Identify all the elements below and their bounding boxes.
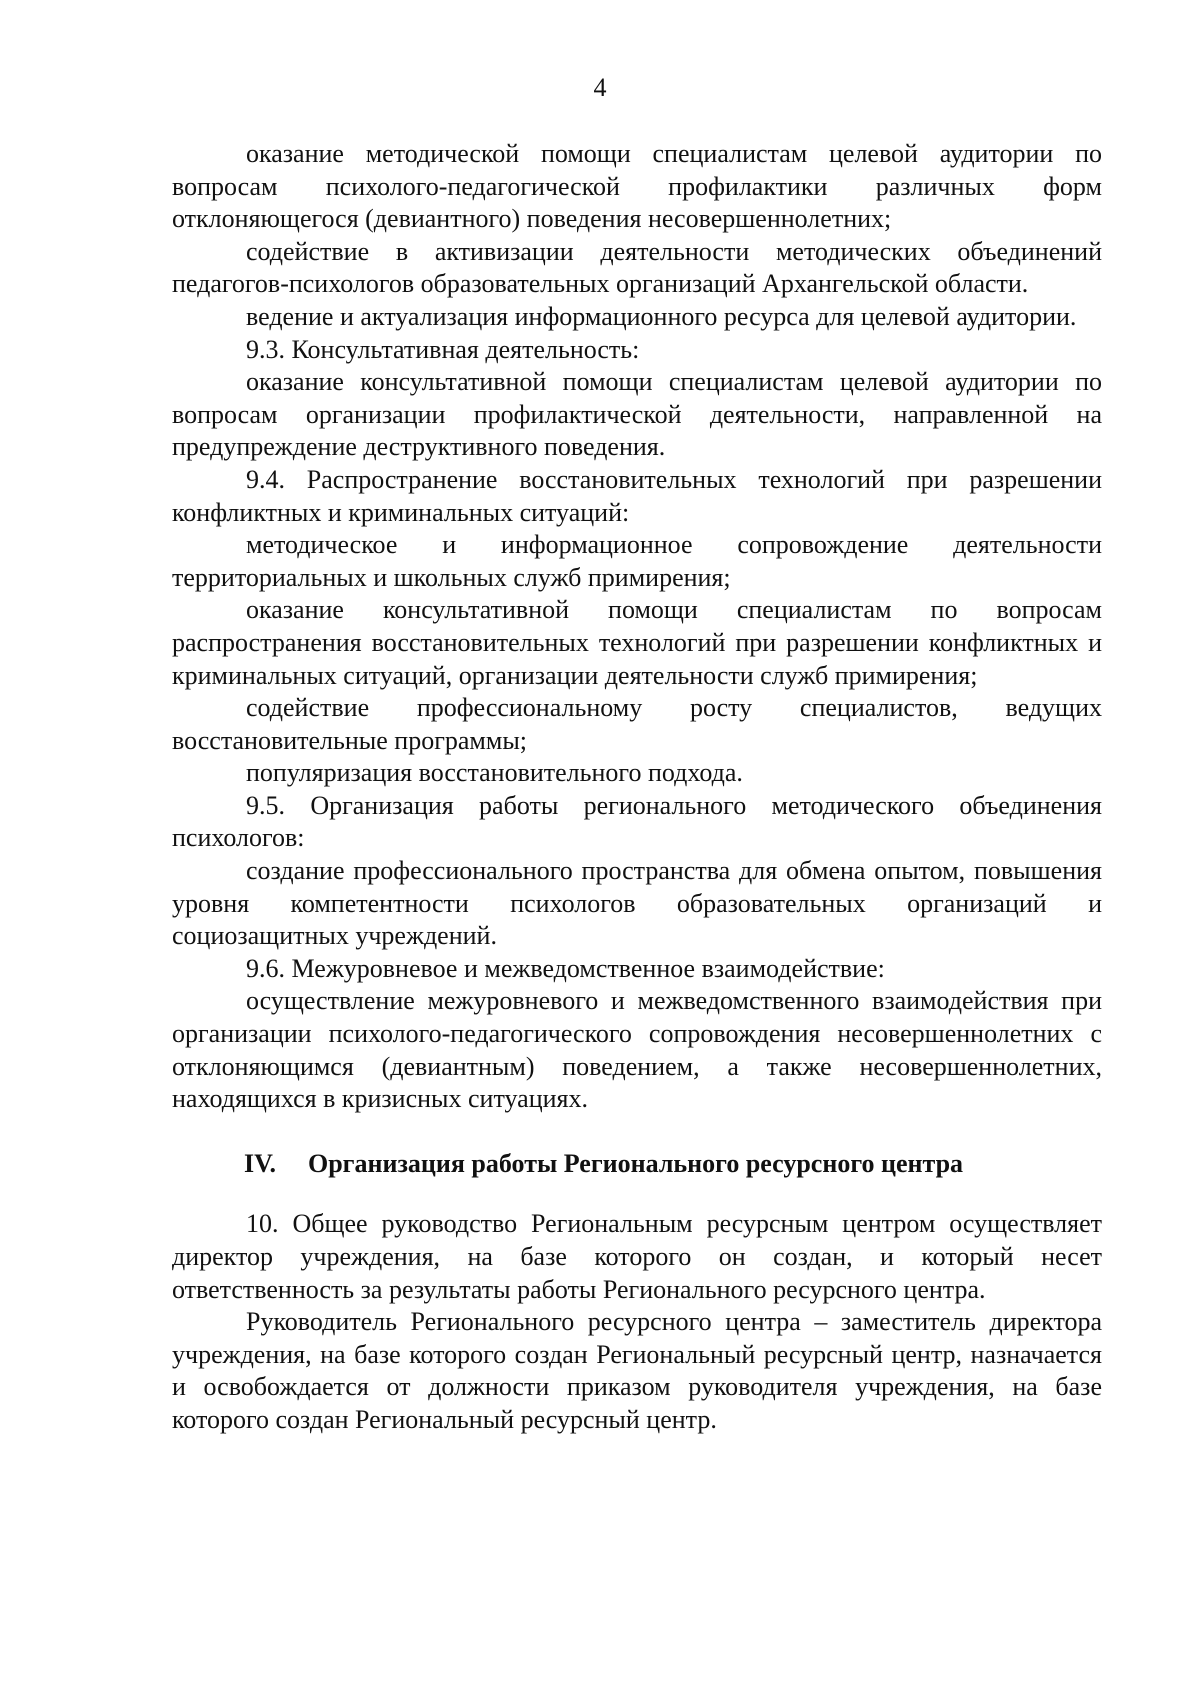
paragraph: популяризация восстановительного подхода. <box>246 758 743 788</box>
paragraph: ведение и актуализация информационного ресурса для целевой аудитории. <box>246 301 1077 331</box>
paragraph: создание профессионального пространства для обмена опытом, повышения уровня компетентности психологов образовательных организаций и социозащитных учреждений. <box>172 856 1102 951</box>
paragraph: содействие в активизации деятельности методических объединений педагогов-психологов образовательных организаций Архангельской области. <box>172 236 1102 299</box>
section-number: IV. <box>244 1148 277 1178</box>
subsection-heading: 9.4. Распространение восстановительных технологий при разрешении конфликтных и криминальных ситуаций: <box>172 464 1102 527</box>
paragraph: осуществление межуровневого и межведомственного взаимодействия при организации психолого-педагогического сопровождения несовершеннолетних с отклоняющимся (девиантным) поведением, а также несовершеннолетних, находящихся в кризисных ситуациях. <box>172 986 1102 1114</box>
paragraph: содействие профессиональному росту специалистов, ведущих восстановительные программы; <box>172 693 1102 755</box>
document-body <box>172 138 1102 1437</box>
paragraph: оказание консультативной помощи специалистам целевой аудитории по вопросам организации профилактической деятельности, направленной на предупреждение деструктивного поведения. <box>172 367 1102 462</box>
subsection-heading: 9.5. Организация работы регионального методического объединения психологов: <box>172 790 1102 853</box>
subsection-heading: 9.3. Консультативная деятельность: <box>246 334 640 364</box>
paragraph: Руководитель Регионального ресурсного центра – заместитель директора учреждения, на базе которого создан Региональный ресурсный центр, назначается и освобождается от должности приказом руководителя учреждения, на базе которого создан Региональный ресурсный центр. <box>172 1307 1102 1434</box>
subsection-heading: 9.6. Межуровневое и межведомственное взаимодействие: <box>246 953 885 983</box>
paragraph: методическое и информационное сопровождение деятельности территориальных и школьных служб примирения; <box>172 530 1102 592</box>
page-number: 4 <box>593 73 607 102</box>
section-title: Организация работы Регионального ресурсного центра <box>308 1148 964 1178</box>
paragraph: оказание методической помощи специалистам целевой аудитории по вопросам психолого-педагогической профилактики различных форм отклоняющегося (девиантного) поведения несовершеннолетних; <box>172 139 1102 234</box>
paragraph: 10. Общее руководство Региональным ресурсным центром осуществляет директор учреждения, на базе которого он создан, и который несет ответственность за результаты работы Регионального ресурсного центра. <box>172 1209 1102 1304</box>
paragraph: оказание консультативной помощи специалистам по вопросам распространения восстановительных технологий при разрешении конфликтных и криминальных ситуаций, организации деятельности служб примирения; <box>172 595 1102 690</box>
section-heading <box>172 1148 1102 1181</box>
